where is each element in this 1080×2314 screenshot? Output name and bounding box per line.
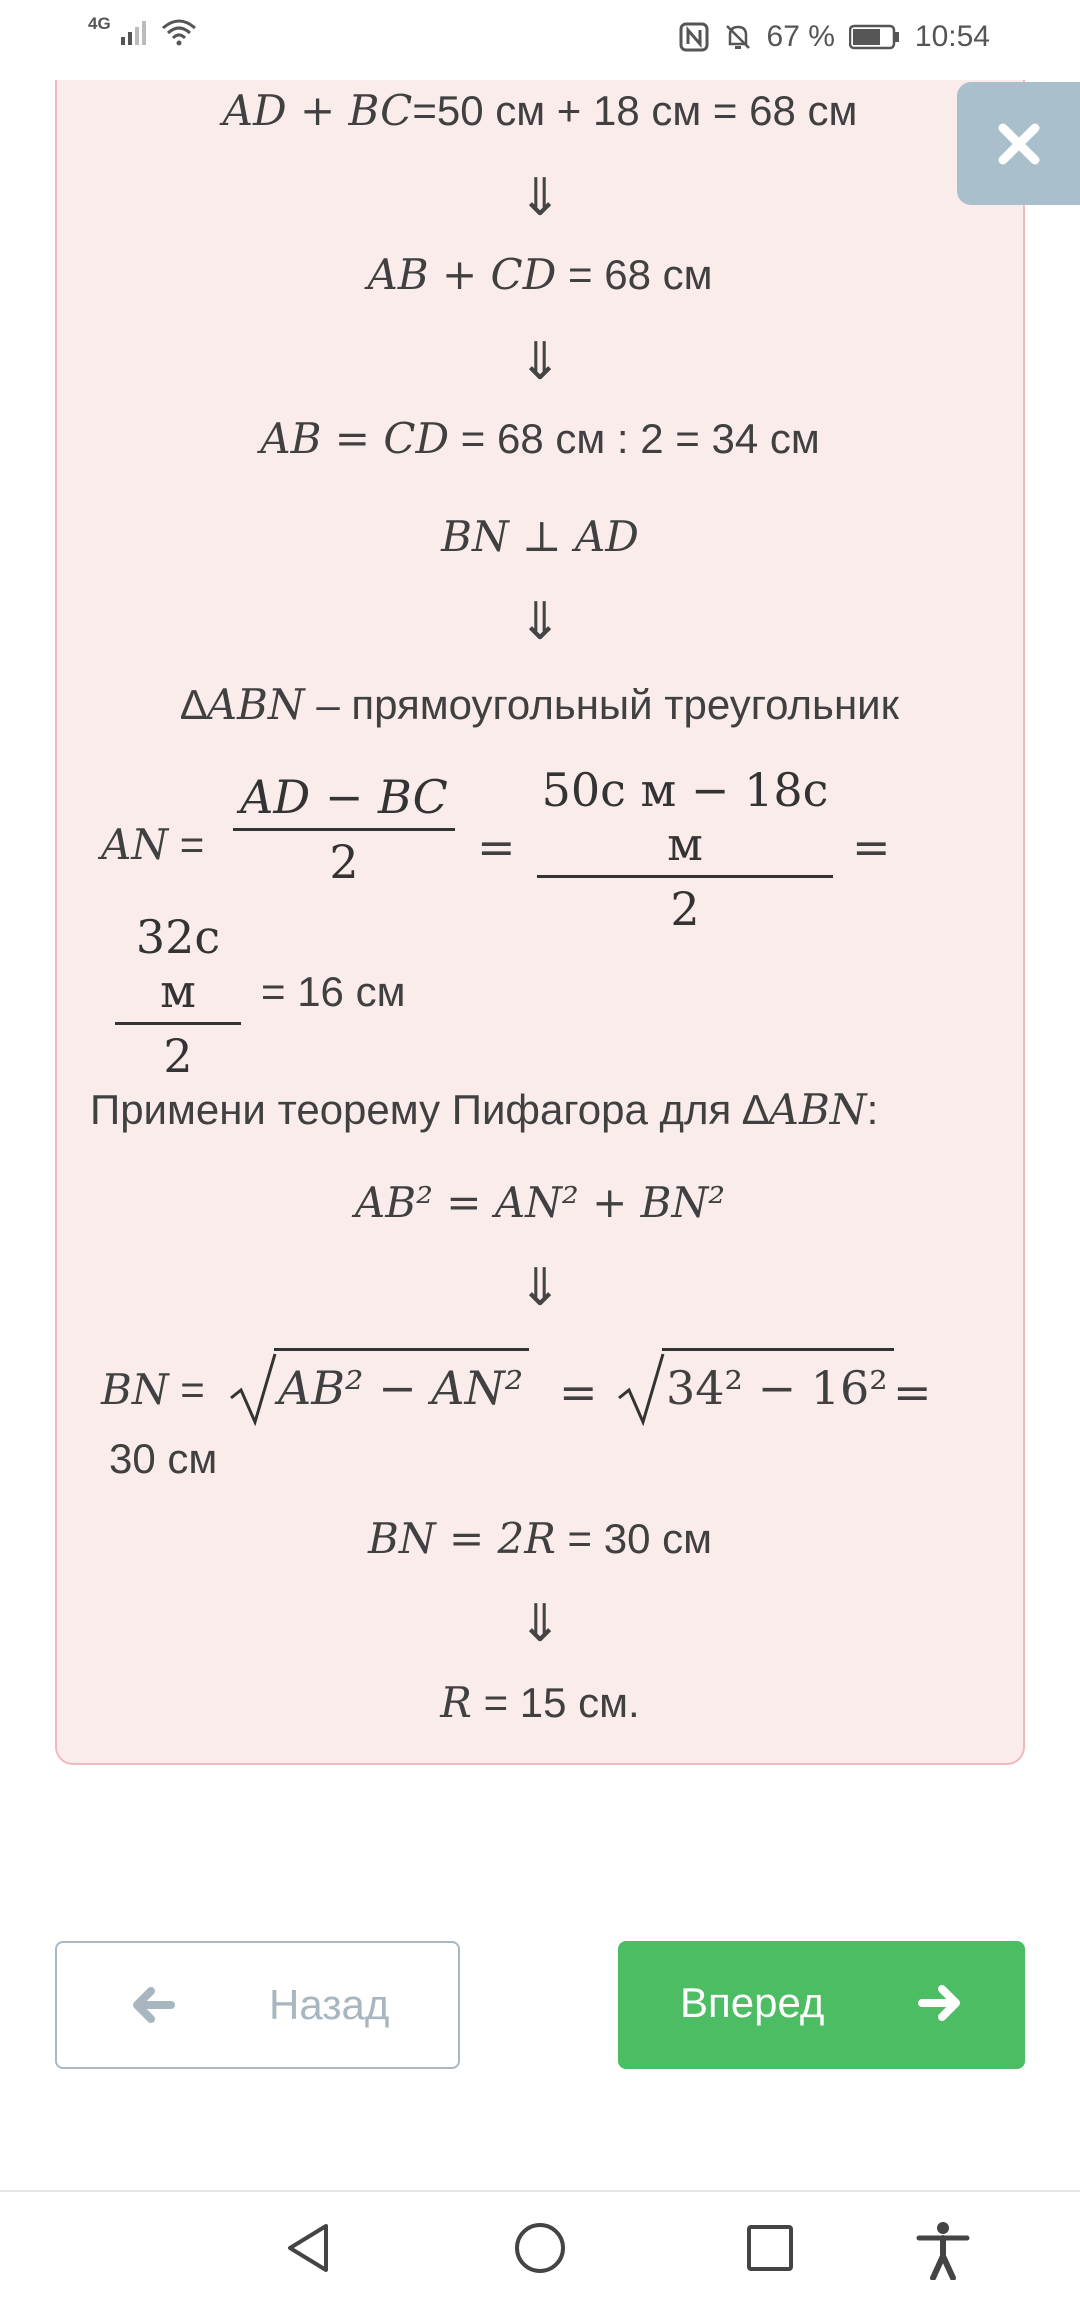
fraction-numerator: 32с м: [135, 910, 221, 1018]
battery-percent: 67 %: [766, 20, 835, 53]
fraction-ad-bc: [233, 770, 455, 889]
fraction-denominator: 2: [670, 882, 700, 936]
radicand-ab-an: [274, 1348, 529, 1415]
accessibility-icon[interactable]: [915, 2220, 971, 2280]
math-expr: AD + BC: [222, 86, 413, 135]
equation-text: = 30 см: [555, 1515, 712, 1562]
equation-text: = 15 см.: [471, 1679, 640, 1726]
back-button[interactable]: [55, 1941, 460, 2069]
an-lhs: [101, 820, 204, 869]
pythagoras-instruction: [90, 1085, 878, 1134]
pythagoras-equation: [57, 1178, 1023, 1227]
implies-arrow: ⇓: [518, 333, 562, 391]
nav-recents-icon[interactable]: [744, 2220, 796, 2276]
equation-ab-cd: [57, 250, 1023, 299]
fraction-32: [115, 910, 241, 1083]
wifi-icon: [161, 18, 197, 46]
delta-symbol: ∆: [181, 681, 207, 728]
math-expr: AB = CD: [260, 414, 450, 463]
bn-equals-2r: [57, 1514, 1023, 1563]
equals-sign: =: [168, 821, 205, 868]
perpendicular-statement: [57, 512, 1023, 561]
equation-ab-eq-cd: [57, 414, 1023, 463]
radicand: 34² − 16²: [666, 1361, 888, 1415]
status-right: [679, 20, 990, 54]
math-expr: ABN: [206, 680, 305, 729]
math-expr: AB + CD: [367, 250, 557, 299]
equals-sign: =: [852, 820, 891, 874]
fraction-denominator: 2: [163, 1029, 193, 1083]
bn-lhs: [101, 1365, 205, 1414]
signal-icon: [121, 19, 151, 45]
nav-home-icon[interactable]: [512, 2220, 568, 2276]
status-left: [88, 14, 197, 46]
sqrt-sign: [617, 1350, 667, 1426]
implies-arrow: ⇓: [518, 593, 562, 651]
equation-text: = 68 см : 2 = 34 см: [449, 415, 820, 462]
statement-text: – прямоугольный треугольник: [304, 681, 899, 728]
sqrt-sign: [229, 1350, 279, 1426]
nfc-icon: [679, 22, 709, 52]
math-expr: BN = 2R: [368, 1514, 556, 1563]
network-type: 4G: [88, 14, 111, 33]
implies-arrow: ⇓: [518, 169, 562, 227]
mute-icon: [723, 22, 753, 52]
equals-sign: =: [893, 1365, 932, 1419]
equation-ad-bc: [57, 86, 1023, 135]
equals-sign: =: [168, 1366, 205, 1413]
equals-sign: =: [477, 820, 516, 874]
implies-arrow: ⇓: [518, 1259, 562, 1317]
fraction-bar: [537, 875, 833, 878]
implies-arrow: ⇓: [518, 1595, 562, 1653]
next-label: Вперед: [680, 1979, 825, 2026]
math-expr: R: [440, 1678, 472, 1727]
fraction-denominator: 2: [329, 835, 359, 889]
next-button[interactable]: [618, 1941, 1025, 2069]
radius-answer: [57, 1678, 1023, 1727]
status-bar: [0, 0, 1080, 80]
nav-back-icon[interactable]: [282, 2220, 334, 2276]
system-nav-bar: [0, 2190, 1080, 2314]
solution-card: [55, 80, 1025, 1765]
math-expr: ABN: [768, 1085, 867, 1134]
math-expr: BN: [101, 1365, 169, 1414]
radicand-34-16: [662, 1348, 894, 1415]
battery-icon: [849, 24, 901, 50]
instruction-text: Примени теорему Пифагора для ∆: [90, 1086, 769, 1133]
fraction-bar: [115, 1022, 241, 1025]
bn-result: 30 см: [109, 1435, 218, 1482]
arrow-right-icon: [918, 1979, 966, 2032]
fraction-bar: [233, 828, 455, 831]
back-label: Назад: [269, 1981, 390, 2028]
arrow-left-icon: [127, 1981, 175, 2034]
radicand: AB² − AN²: [278, 1361, 524, 1415]
fraction-50-18: [537, 763, 833, 936]
math-expr: AN: [101, 820, 169, 869]
right-triangle-statement: [57, 680, 1023, 729]
close-button[interactable]: [957, 82, 1080, 205]
fraction-numerator: 50с м − 18с м: [541, 763, 829, 871]
math-expr: BN ⊥ AD: [441, 512, 639, 561]
clock: 10:54: [914, 20, 990, 53]
close-icon: [995, 120, 1043, 168]
an-result: = 16 см: [261, 968, 406, 1015]
equation-text: =50 см + 18 см = 68 см: [412, 87, 858, 134]
equation-text: = 68 см: [556, 251, 713, 298]
colon: :: [866, 1086, 879, 1133]
math-expr: AB² = AN² + BN²: [354, 1178, 726, 1227]
equals-sign: =: [559, 1365, 598, 1419]
fraction-numerator: AD − BC: [240, 770, 448, 824]
